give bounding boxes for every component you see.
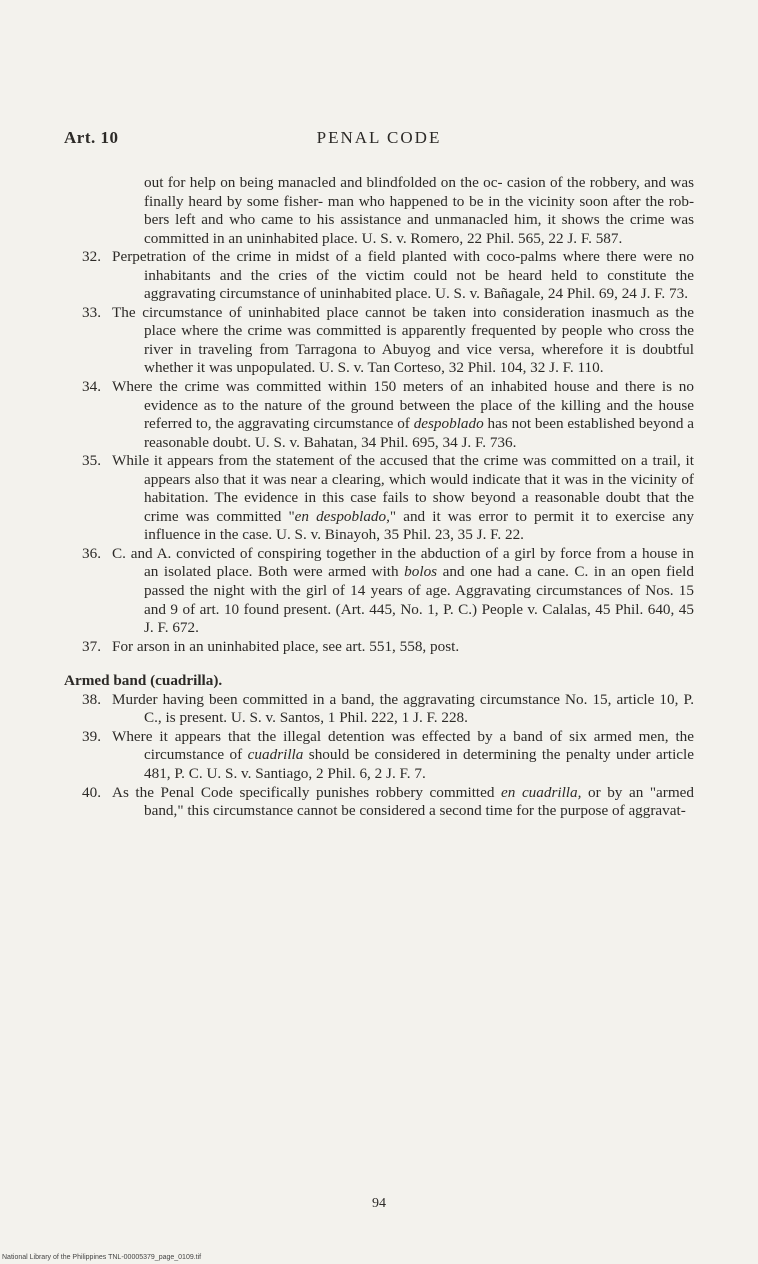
italic-term: despoblado: [413, 415, 484, 433]
entry-number: 40.: [82, 783, 101, 801]
entry-text: Murder having been committed in a band, the aggravating circumstance No. 15, article 10, P. C., is present. U. S. v. Santos, 1 Phil. 222, 1 J. F. 228.: [112, 690, 694, 727]
page-number: 94: [372, 1196, 386, 1211]
italic-term: bolos: [404, 563, 438, 581]
entry-text: As the Penal Code specifically punishes robbery committed: [112, 783, 502, 801]
entry-number: 32.: [82, 248, 101, 266]
continued-entry: [82, 174, 694, 248]
entry-40: [82, 784, 694, 821]
entry-text: Where it appears that the illegal detention was effected by a band of six armed men, the circumstance of: [112, 727, 694, 764]
italic-term: en despoblado,: [294, 507, 390, 525]
running-title: PENAL CODE: [316, 128, 442, 147]
entry-text: " and it was error to permit it to exercise any influence in the case. U. S. v. Binayoh, 35 Phil. 23, 35 J. F. 22.: [144, 507, 694, 544]
scan-footer: National Library of the Philippines TNL-00005379_page_0109.tif: [2, 1254, 202, 1261]
entry-32: [82, 248, 694, 304]
entry-37: [82, 638, 694, 657]
entry-text: Where the crime was committed within 150 meters of an inhabited house and there is no evidence as to the nature of the ground between the place of the killing and the house referred to, the aggravating circumstance of: [112, 378, 694, 433]
entry-34: [82, 378, 694, 452]
entry-text: should be considered in determining the penalty under article 481, P. C. U. S. v. Santiago, 2 Phil. 6, 2 J. F. 7.: [144, 746, 694, 782]
body-text: [64, 174, 695, 821]
entry-text: While it appears from the statement of the accused that the crime was committed on a trail, it appears also that it was near a clearing, which would indicate that it was in the vicinity of habitation. The evidence in this case fails to show beyond a reasonable doubt that the crime was committed ": [112, 452, 694, 525]
entry-number: 38.: [82, 690, 101, 708]
continuation-line: bers left and who came to his assistance and unmanacled: [144, 211, 515, 229]
entry-35: [82, 452, 694, 545]
continuation-line: casion of the robbery, and was finally heard by some fisher-: [144, 174, 694, 210]
entry-text: or by an "armed band," this circumstance cannot be considered a second time for the purpose of aggravat-: [144, 783, 694, 820]
entry-text: has not been established beyond a reasonable doubt. U. S. v. Bahatan, 34 Phil. 695, 34 J. F. 736.: [144, 415, 694, 451]
entry-text: The circumstance of uninhabited place cannot be taken into consideration inasmuch as the place where the crime was committed is apparently frequented by people who cross the river in traveling from Tarragona to Abuyog and vice versa, wherefore it is doubtful whether it was unpopulated. U. S. v. Tan Corteso, 32 Phil. 104, 32 J. F. 110.: [112, 303, 694, 377]
italic-term: cuadrilla: [247, 746, 304, 764]
continuation-line: him, it shows the crime was committed in an uninhabited: [144, 211, 694, 247]
entry-38: [82, 691, 694, 728]
entry-number: 33.: [82, 303, 101, 321]
continuation-line: place. U. S. v. Romero, 22 Phil. 565, 22 J. F. 587.: [322, 229, 623, 247]
entry-text: For arson in an uninhabited place, see art. 551, 558, post.: [112, 637, 460, 655]
entry-36: [82, 545, 694, 638]
entry-number: 35.: [82, 452, 101, 470]
entry-text: and one had a cane. C. in an open field passed the night with the girl of 14 years of age. Aggravating circumstances of Nos. 15 and 9 of art. 10 found present. (Art. 445, No. 1, P. C.) People v. Calalas, 45 Phil. 640, 45 J. F. 672.: [144, 563, 694, 637]
entry-number: 34.: [82, 378, 101, 396]
entry-number: 39.: [82, 727, 101, 745]
page-header: [64, 128, 694, 152]
article-label: Art. 10: [64, 128, 119, 147]
entry-text: C. and A. convicted of conspiring together in the abduction of a girl by force from a house in an isolated place. Both were armed with: [112, 544, 694, 581]
entry-text: Perpetration of the crime in midst of a field planted with coco-palms where there were no inhabitants and the cries of the victim could not be heard held to constitute the aggravating circumstance of uninhabited place. U. S. v. Bañagale, 24 Phil. 69, 24 J. F. 73.: [112, 248, 694, 303]
continuation-line: out for help on being manacled and blindfolded on the oc-: [144, 174, 507, 191]
italic-term: en cuadrilla,: [501, 783, 582, 801]
entry-number: 36.: [82, 544, 101, 562]
section-heading: Armed band (cuadrilla).: [64, 672, 223, 690]
continuation-line: man who happened to be in the vicinity soon after the rob-: [327, 192, 695, 210]
entry-33: [82, 304, 694, 378]
entry-number: 37.: [82, 637, 101, 655]
entry-39: [82, 728, 694, 784]
